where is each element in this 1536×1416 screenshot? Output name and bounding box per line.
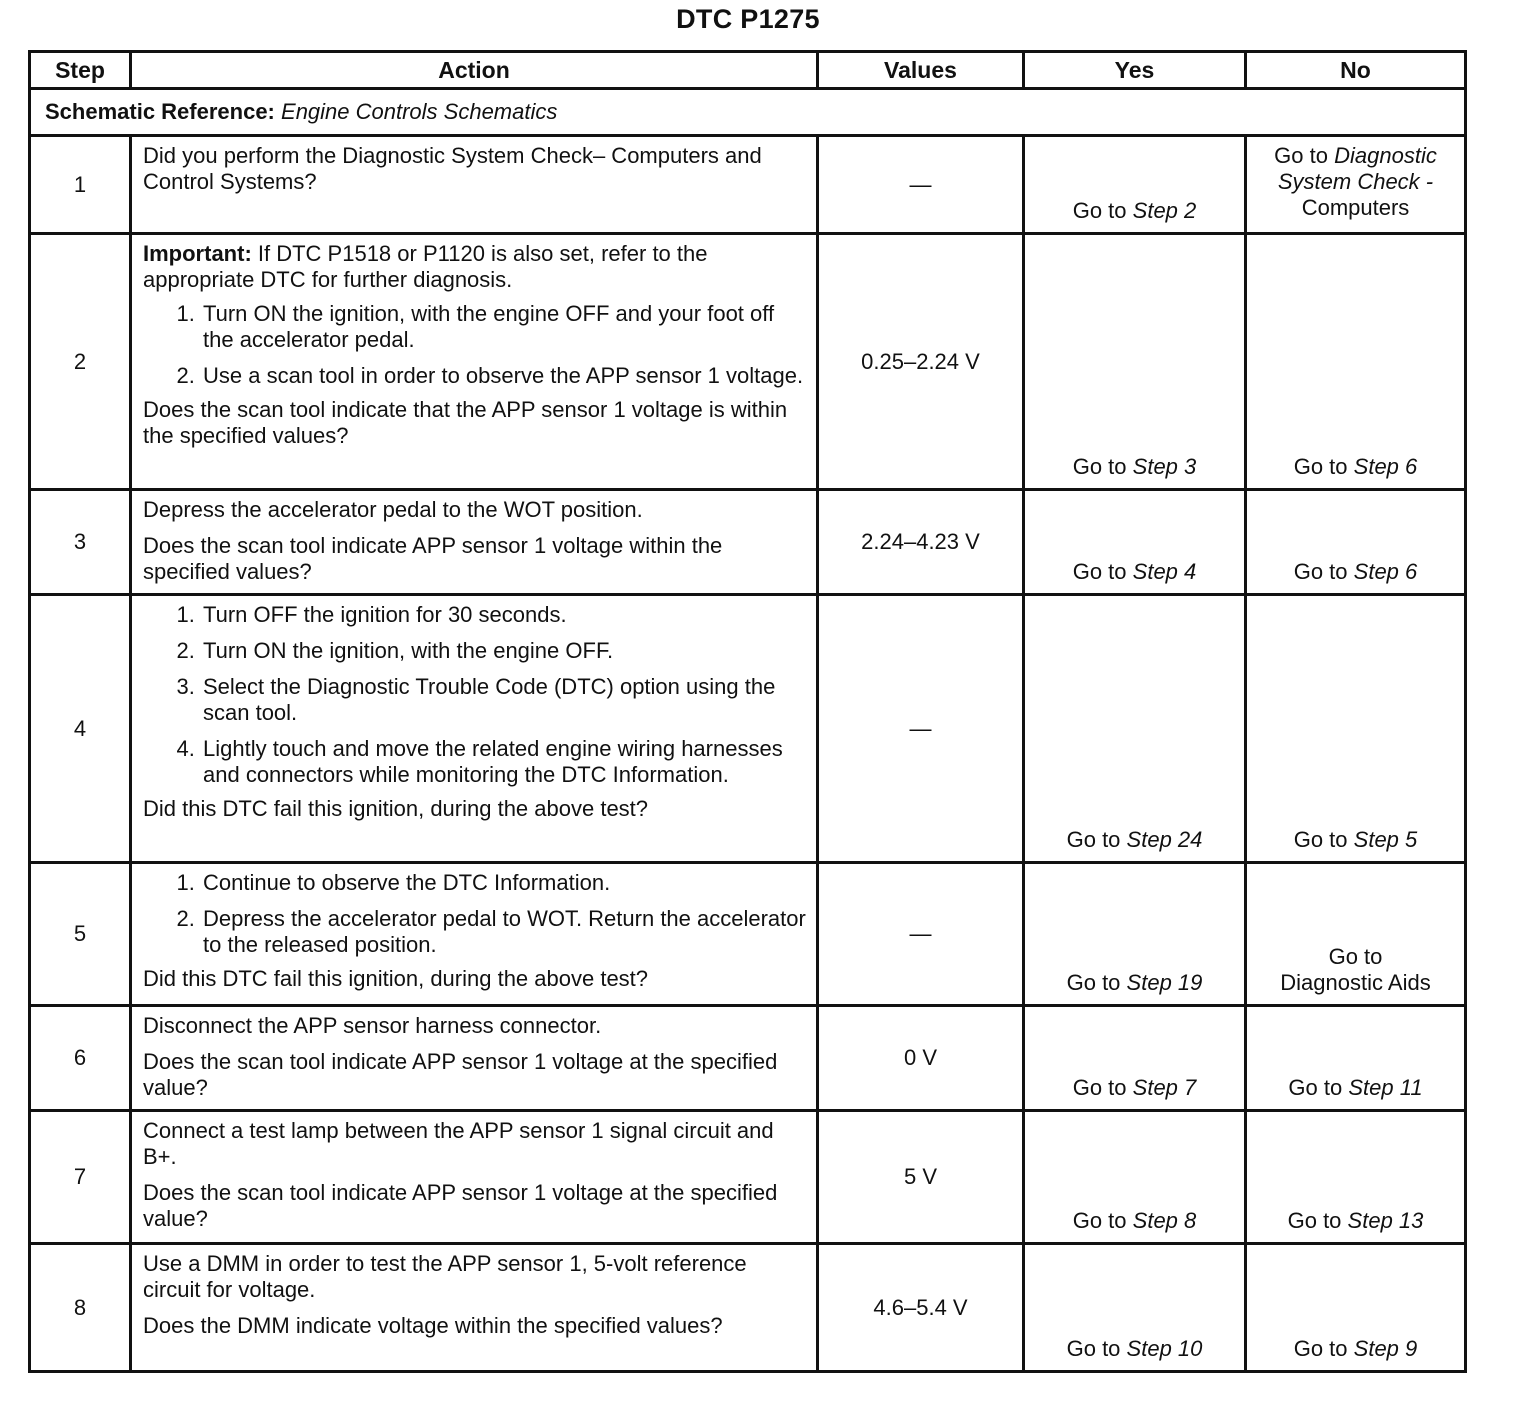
goto-prefix: Go to — [1066, 970, 1121, 995]
yes-cell — [1024, 1006, 1246, 1111]
substep-list — [143, 602, 806, 788]
goto-diagnostic-system-check-link[interactable]: Diagnostic System Check - — [1277, 143, 1437, 194]
action-question: Did this DTC fail this ignition, during the above test? — [143, 796, 649, 821]
goto-prefix: Go to — [1293, 827, 1348, 852]
action-instruction: Use a DMM in order to test the APP sensor 1, 5-volt reference circuit for voltage. — [143, 1251, 747, 1302]
goto-step-link[interactable]: Step 19 — [1126, 970, 1203, 995]
goto-step-link[interactable]: Step 7 — [1132, 1075, 1197, 1100]
action-cell — [131, 234, 818, 490]
schematic-reference-link[interactable]: Engine Controls Schematics — [281, 99, 558, 124]
page-title: DTC P1275 — [676, 4, 820, 34]
goto-step-link[interactable]: Step 10 — [1126, 1336, 1203, 1361]
action-cell — [131, 1111, 818, 1244]
table-row — [30, 490, 1466, 595]
no-cell — [1246, 490, 1466, 595]
yes-cell — [1024, 595, 1246, 863]
schematic-reference — [30, 89, 1466, 136]
substep: 1. Turn ON the ignition, with the engine OFF and your foot off the accelerator pedal. — [201, 301, 806, 353]
action-question: Does the scan tool indicate APP sensor 1 voltage within the specified values? — [143, 533, 723, 584]
goto-step-link[interactable]: Step 24 — [1126, 827, 1203, 852]
yes-cell — [1024, 234, 1246, 490]
goto-step-link[interactable]: Step 8 — [1132, 1208, 1197, 1233]
table-row — [30, 863, 1466, 1006]
values-cell: 0 V — [818, 1006, 1024, 1111]
goto-prefix: Go to — [1072, 559, 1127, 584]
step-number: 3 — [30, 490, 131, 595]
goto-step-link[interactable]: Step 9 — [1353, 1336, 1418, 1361]
goto-prefix: Go to — [1072, 1208, 1127, 1233]
action-cell — [131, 595, 818, 863]
values-cell: — — [818, 863, 1024, 1006]
substep: 2. Turn ON the ignition, with the engine OFF. — [201, 638, 806, 664]
action-cell — [131, 863, 818, 1006]
header-yes: Yes — [1024, 52, 1246, 89]
action-instruction: Depress the accelerator pedal to the WOT position. — [143, 497, 643, 522]
goto-prefix: Go to — [1072, 454, 1127, 479]
goto-step-link[interactable]: Step 13 — [1347, 1208, 1424, 1233]
goto-prefix: Go to — [1274, 143, 1328, 168]
action-cell — [131, 490, 818, 595]
action-cell — [131, 1244, 818, 1372]
goto-diagnostic-aids-link[interactable]: Diagnostic Aids — [1280, 970, 1431, 995]
no-cell — [1246, 863, 1466, 1006]
important-text: If DTC P1518 or P1120 is also set, refer to the appropriate DTC for further diagnosis. — [143, 241, 708, 292]
action-question: Did you perform the Diagnostic System Check– Computers and Control Systems? — [143, 143, 762, 194]
step-number: 8 — [30, 1244, 131, 1372]
table-row — [30, 1006, 1466, 1111]
substep: 4. Lightly touch and move the related engine wiring harnesses and connectors while monitoring the DTC Information. — [201, 736, 806, 788]
goto-prefix: Go to — [1328, 944, 1383, 969]
values-cell: 5 V — [818, 1111, 1024, 1244]
table-row — [30, 234, 1466, 490]
step-number: 1 — [30, 136, 131, 234]
action-instruction: Connect a test lamp between the APP sensor 1 signal circuit and B+. — [143, 1118, 774, 1169]
header-no: No — [1246, 52, 1466, 89]
diagnostic-table — [28, 50, 1467, 1373]
action-cell — [131, 1006, 818, 1111]
goto-prefix: Go to — [1293, 1336, 1348, 1361]
yes-cell — [1024, 1111, 1246, 1244]
no-cell — [1246, 234, 1466, 490]
values-cell: 0.25–2.24 V — [818, 234, 1024, 490]
important-note — [143, 241, 806, 293]
action-question: Does the DMM indicate voltage within the specified values? — [143, 1313, 723, 1338]
action-question: Does the scan tool indicate that the APP sensor 1 voltage is within the specified values? — [143, 397, 788, 448]
yes-cell — [1024, 863, 1246, 1006]
header-values: Values — [818, 52, 1024, 89]
goto-prefix: Go to — [1293, 454, 1348, 479]
substep: 2. Depress the accelerator pedal to WOT. Return the accelerator to the released position. — [201, 906, 806, 958]
goto-step-link[interactable]: Step 3 — [1132, 454, 1197, 479]
schematic-reference-row — [30, 89, 1466, 136]
goto-step-link[interactable]: Step 6 — [1353, 454, 1418, 479]
header-action: Action — [131, 52, 818, 89]
action-cell — [131, 136, 818, 234]
table-row — [30, 1244, 1466, 1372]
action-question: Does the scan tool indicate APP sensor 1 voltage at the specified value? — [143, 1180, 778, 1231]
values-cell: — — [818, 595, 1024, 863]
goto-suffix: Computers — [1301, 195, 1410, 220]
header-row — [30, 52, 1466, 89]
table-row — [30, 136, 1466, 234]
step-number: 4 — [30, 595, 131, 863]
goto-step-link[interactable]: Step 4 — [1132, 559, 1197, 584]
step-number: 5 — [30, 863, 131, 1006]
no-cell — [1246, 1006, 1466, 1111]
no-cell — [1246, 1111, 1466, 1244]
no-cell — [1246, 595, 1466, 863]
substep-list — [143, 301, 806, 389]
substep: 3. Select the Diagnostic Trouble Code (DTC) option using the scan tool. — [201, 674, 806, 726]
goto-step-link[interactable]: Step 2 — [1132, 198, 1197, 223]
goto-prefix: Go to — [1293, 559, 1348, 584]
substep: 1. Turn OFF the ignition for 30 seconds. — [201, 602, 806, 628]
goto-prefix: Go to — [1072, 1075, 1127, 1100]
values-cell: — — [818, 136, 1024, 234]
substep-list — [143, 870, 806, 958]
table-row — [30, 595, 1466, 863]
values-cell: 2.24–4.23 V — [818, 490, 1024, 595]
no-cell — [1246, 136, 1466, 234]
goto-step-link[interactable]: Step 11 — [1348, 1075, 1423, 1100]
goto-prefix: Go to — [1066, 1336, 1121, 1361]
values-cell: 4.6–5.4 V — [818, 1244, 1024, 1372]
header-step: Step — [30, 52, 131, 89]
goto-prefix: Go to — [1287, 1208, 1342, 1233]
no-cell — [1246, 1244, 1466, 1372]
yes-cell — [1024, 136, 1246, 234]
yes-cell — [1024, 1244, 1246, 1372]
action-question: Does the scan tool indicate APP sensor 1 voltage at the specified value? — [143, 1049, 778, 1100]
substep: 2. Use a scan tool in order to observe the APP sensor 1 voltage. — [201, 363, 806, 389]
step-number: 6 — [30, 1006, 131, 1111]
goto-step-link[interactable]: Step 5 — [1353, 827, 1418, 852]
substep: 1. Continue to observe the DTC Information. — [201, 870, 806, 896]
goto-prefix: Go to — [1066, 827, 1121, 852]
action-question: Did this DTC fail this ignition, during the above test? — [143, 966, 649, 991]
yes-cell — [1024, 490, 1246, 595]
goto-step-link[interactable]: Step 6 — [1353, 559, 1418, 584]
step-number: 2 — [30, 234, 131, 490]
goto-prefix: Go to — [1288, 1075, 1343, 1100]
goto-prefix: Go to — [1072, 198, 1127, 223]
step-number: 7 — [30, 1111, 131, 1244]
action-instruction: Disconnect the APP sensor harness connector. — [143, 1013, 602, 1038]
table-row — [30, 1111, 1466, 1244]
important-label: Important: — [143, 241, 252, 266]
schematic-reference-label: Schematic Reference: — [45, 99, 275, 124]
